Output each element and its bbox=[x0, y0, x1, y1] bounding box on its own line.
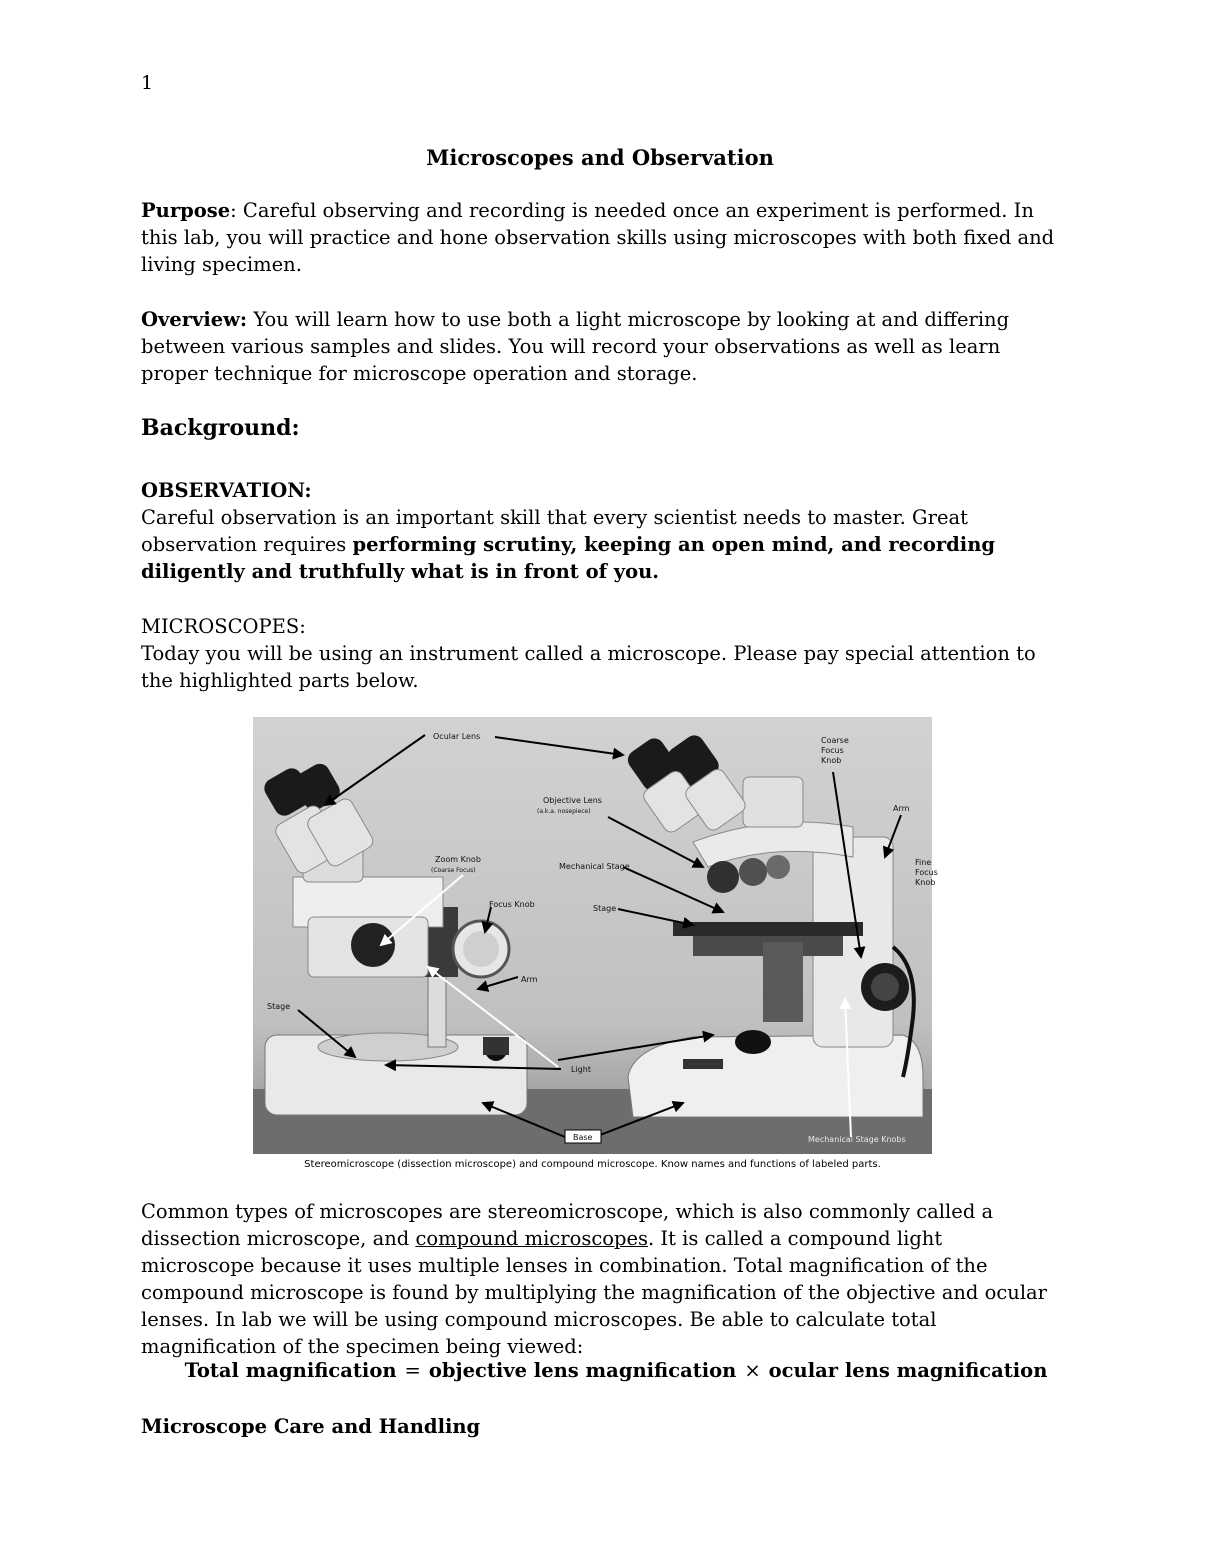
label-ocular-lens: Ocular Lens bbox=[433, 732, 481, 741]
observation-text: Careful observation is an important skill that every scientist needs to master. Great observation requires bbox=[141, 506, 968, 556]
care-heading: Microscope Care and Handling bbox=[141, 1415, 481, 1438]
observation-heading bbox=[141, 477, 1061, 504]
label-stage-right: Stage bbox=[593, 904, 617, 913]
label-mechanical-stage: Mechanical Stage bbox=[559, 862, 630, 871]
label-mechanical-stage-knobs: Mechanical Stage Knobs bbox=[808, 1135, 906, 1144]
label-base: Base bbox=[573, 1133, 593, 1142]
label-objective-lens-note: (a.k.a. nosepiece) bbox=[537, 808, 591, 815]
types-text-before: Common types of microscopes are stereomicroscope, which is also commonly called a dissection microscope, and bbox=[141, 1200, 994, 1250]
microscope-types-paragraph bbox=[141, 1198, 1061, 1360]
microscopes-heading: MICROSCOPES: bbox=[141, 615, 306, 638]
label-arm-left: Arm bbox=[521, 975, 538, 984]
types-text-after: . It is called a compound light microscope because it uses multiple lenses in combination. Total magnification of the compound microscope is found by multiplying the magnification of the objective and ocular lenses. In lab we will be using compound microscopes. Be able to calculate total magnification of the specimen being viewed: bbox=[141, 1227, 1048, 1358]
label-coarse-focus-knob: Coarse Focus Knob bbox=[821, 736, 849, 765]
microscopes-paragraph: Today you will be using an instrument called a microscope. Please pay special attention to the highlighted parts below. bbox=[141, 642, 1036, 692]
purpose-text: : Careful observing and recording is needed once an experiment is performed. In this lab, you will practice and hone observation skills using microscopes with both fixed and living specimen. bbox=[141, 199, 1055, 276]
microscope-illustration bbox=[253, 717, 938, 1154]
label-zoom-knob-note: (Coarse Focus) bbox=[431, 867, 476, 874]
observation-bold-text: performing scrutiny, keeping an open mind, and recording diligently and truthfully what is in front of you. bbox=[141, 533, 996, 583]
purpose-paragraph bbox=[141, 197, 1061, 278]
formula-term1: objective lens magnification bbox=[428, 1359, 737, 1382]
background-heading: Background: bbox=[141, 415, 300, 441]
overview-text: You will learn how to use both a light microscope by looking at and differing between various samples and slides. You will record your observations as well as learn proper technique for microscope operation and storage. bbox=[141, 308, 1010, 385]
microscope-figure bbox=[253, 717, 938, 1154]
label-light: Light bbox=[571, 1065, 591, 1074]
compound-microscopes-link[interactable]: compound microscopes bbox=[415, 1227, 649, 1250]
formula-equals: = bbox=[404, 1359, 421, 1382]
page-number: 1 bbox=[141, 72, 154, 94]
overview-label: Overview: bbox=[141, 308, 248, 331]
overview-paragraph bbox=[141, 306, 1061, 387]
label-objective-lens: Objective Lens bbox=[543, 796, 602, 805]
label-fine-focus-knob: Fine Focus Knob bbox=[915, 858, 938, 887]
label-arm-right: Arm bbox=[893, 804, 910, 813]
total-magnification-formula bbox=[0, 1359, 1232, 1382]
formula-lhs: Total magnification bbox=[184, 1359, 397, 1382]
label-focus-knob: Focus Knob bbox=[489, 900, 535, 909]
formula-term2: ocular lens magnification bbox=[768, 1359, 1048, 1382]
label-zoom-knob: Zoom Knob bbox=[435, 855, 481, 864]
figure-caption: Stereomicroscope (dissection microscope) and compound microscope. Know names and functions of labeled parts. bbox=[304, 1159, 881, 1170]
observation-paragraph bbox=[141, 504, 1061, 585]
formula-times: × bbox=[744, 1359, 761, 1382]
label-stage-left: Stage bbox=[267, 1002, 291, 1011]
observation-heading-text: OBSERVATION: bbox=[141, 479, 312, 502]
page-title: Microscopes and Observation bbox=[426, 145, 774, 170]
purpose-label: Purpose bbox=[141, 199, 231, 222]
